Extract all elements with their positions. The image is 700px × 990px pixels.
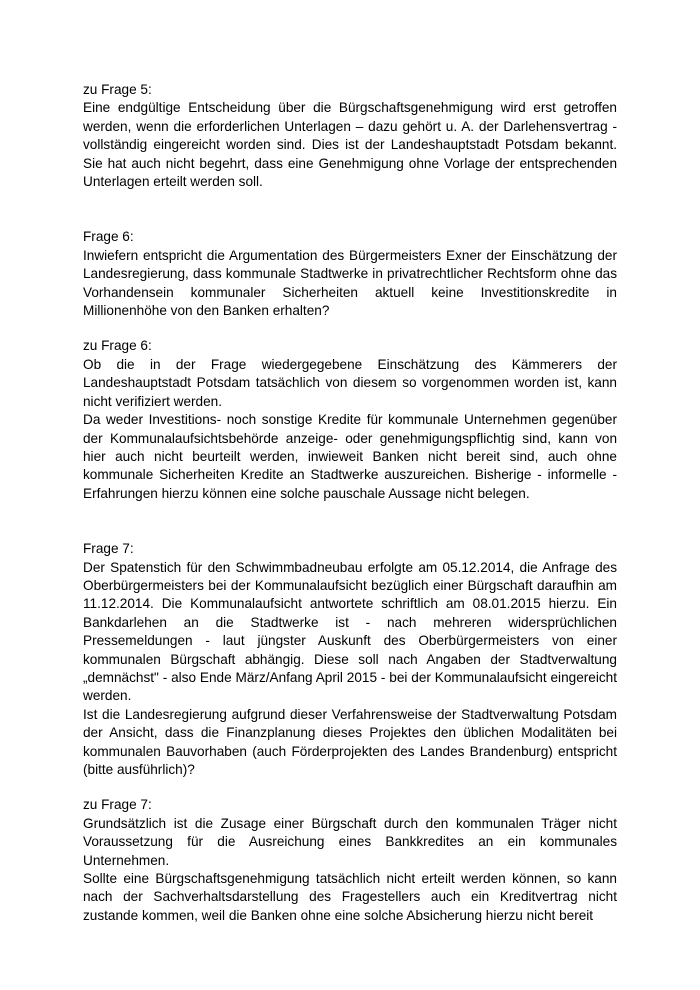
document-page xyxy=(83,81,617,925)
section-paragraph: Sollte eine Bürgschaftsgenehmigung tatsächlich nicht erteilt werden können, so kann nach der Sachverhaltsdarstellung des Fragestellers auch ein Kreditvertrag nicht zustande kommen, weil die Banken ohne eine solche Absicherung hierzu nicht bereit xyxy=(83,871,617,923)
section-question-7 xyxy=(83,540,617,779)
section-answer-7 xyxy=(83,796,617,925)
section-paragraph: Grundsätzlich ist die Zusage einer Bürgschaft durch den kommunalen Träger nicht Voraussetzung für die Ausreichung eines Bankkredites an ein kommunales Unternehmen. xyxy=(83,815,617,868)
section-question-6 xyxy=(83,228,617,320)
section-heading: zu Frage 6: xyxy=(83,338,152,354)
section-heading: zu Frage 5: xyxy=(83,82,152,97)
section-paragraph: Der Spatenstich für den Schwimmbadneubau erfolgte am 05.12.2014, die Anfrage des Oberbürgermeisters bei der Kommunalaufsicht bezüglich einer Bürgschaft daraufhin am 11.12.2014. Die Kommunalaufsicht antwortete schriftlich am 08.01.2015 hierzu. Ein Bankdarlehen an die Stadtwerke ist - nach mehreren widersprüchlichen Pressemeldungen - laut jüngster Auskunft des Oberbürgermeisters von einer kommunalen Bürgschaft abhängig. Diese soll nach Angaben der Stadtverwaltung „demnächst" - also Ende März/Anfang April 2015 - bei der Kommunalaufsicht eingereicht werden. xyxy=(83,559,617,704)
section-heading: zu Frage 7: xyxy=(83,797,152,813)
section-heading: Frage 7: xyxy=(83,541,134,557)
section-paragraph: Eine endgültige Entscheidung über die Bürgschaftsgenehmigung wird erst getroffen werden, wenn die erforderlichen Unterlagen – dazu gehört u. A. der Darlehensvertrag - vollständig eingereicht worden sind. Dies ist der Landeshauptstadt Potsdam bekannt. Sie hat auch nicht begehrt, dass eine Genehmigung ohne Vorlage der entsprechenden Unterlagen erteilt werden soll. xyxy=(83,100,617,190)
section-paragraph: Ist die Landesregierung aufgrund dieser Verfahrensweise der Stadtverwaltung Potsdam der Ansicht, dass die Finanzplanung dieses Projektes den üblichen Modalitäten bei kommunalen Bauvorhaben (auch Förderprojekten des Landes Brandenburg) entspricht (bitte ausführlich)? xyxy=(83,706,617,777)
section-answer-6 xyxy=(83,337,617,503)
section-paragraph: Ob die in der Frage wiedergegebene Einschätzung des Kämmerers der Landeshauptstadt Potsdam tatsächlich von diesem so vorgenommen worden ist, kann nicht verifiziert werden. xyxy=(83,356,617,409)
section-heading: Frage 6: xyxy=(83,229,134,245)
section-answer-5 xyxy=(83,81,617,191)
section-paragraph: Da weder Investitions- noch sonstige Kredite für kommunale Unternehmen gegenüber der Kommunalaufsichtsbehörde anzeige- oder genehmigungspflichtig sind, kann von hier auch nicht beurteilt werden, inwieweit Banken nicht bereit sind, auch ohne kommunale Sicherheiten Kredite an Stadtwerke auszureichen. Bisherige - informelle - Erfahrungen hierzu können eine solche pauschale Aussage nicht belegen. xyxy=(83,412,617,501)
section-paragraph: Inwiefern entspricht die Argumentation des Bürgermeisters Exner der Einschätzung der Landesregierung, dass kommunale Stadtwerke in privatrechtlicher Rechtsform ohne das Vorhandensein kommunaler Sicherheiten aktuell keine Investitionskredite in Millionenhöhe von den Banken erhalten? xyxy=(83,247,617,319)
